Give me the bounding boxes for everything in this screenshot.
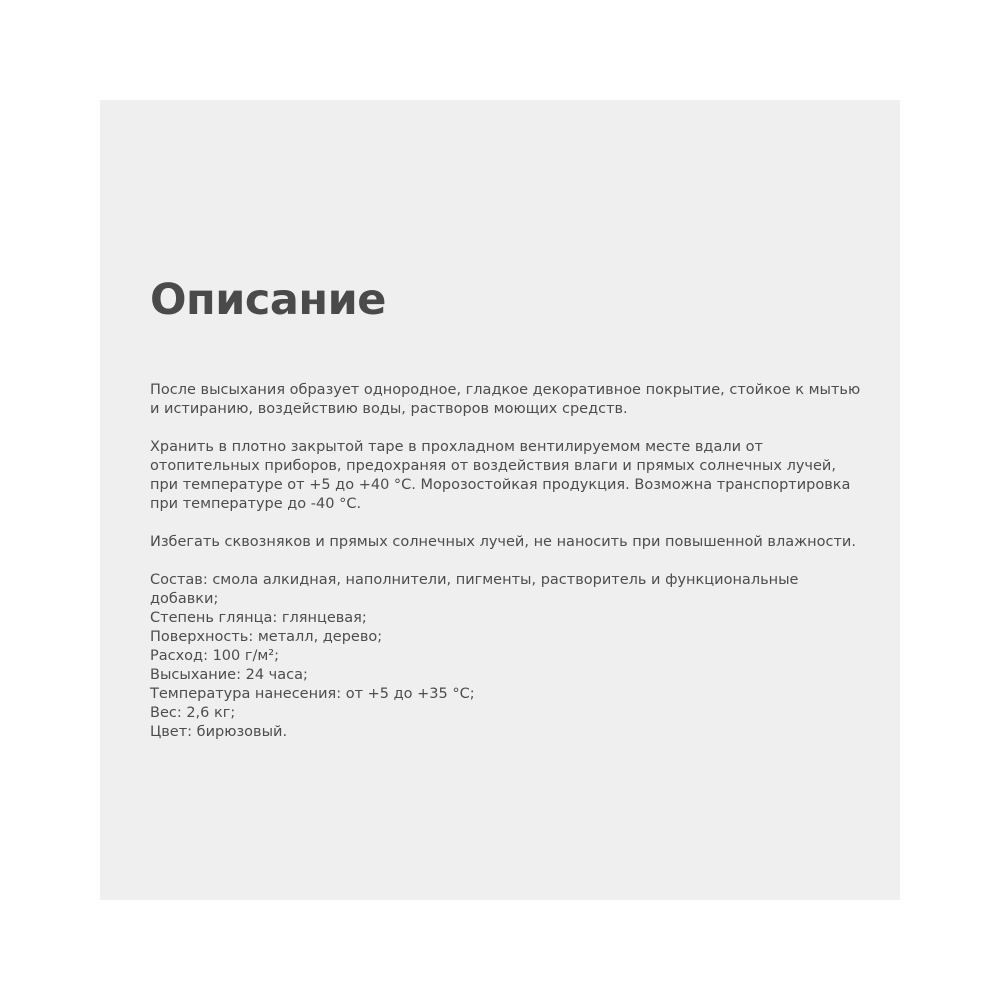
spec-temperature: Температура нанесения: от +5 до +35 °С; bbox=[150, 686, 475, 702]
spec-list bbox=[150, 571, 862, 742]
paragraph-application: Избегать сквозняков и прямых солнечных лучей, не наносить при повышенной влажности. bbox=[150, 534, 856, 550]
spec-weight: Вес: 2,6 кг; bbox=[150, 705, 236, 721]
spec-color: Цвет: бирюзовый. bbox=[150, 724, 288, 740]
description-body bbox=[150, 381, 862, 742]
spec-surface: Поверхность: металл, дерево; bbox=[150, 629, 383, 645]
spec-gloss: Степень глянца: глянцевая; bbox=[150, 610, 367, 626]
page-title: Описание bbox=[150, 275, 386, 325]
paragraph-coating: После высыхания образует однородное, гладкое декоративное покрытие, стойкое к мытью и истиранию, воздействию воды, растворов моющих средств. bbox=[150, 382, 861, 417]
paragraph-storage: Хранить в плотно закрытой таре в прохладном вентилируемом месте вдали от отопительных приборов, предохраняя от воздействия влаги и прямых солнечных лучей, при температуре от +5 до +40 °С. Морозостойкая продукция. Возможна транспортировка при температуре до -40 °С. bbox=[150, 439, 851, 512]
spec-composition: Состав: смола алкидная, наполнители, пигменты, растворитель и функциональные добавки; bbox=[150, 572, 799, 607]
description-card bbox=[100, 100, 900, 900]
spec-drying: Высыхание: 24 часа; bbox=[150, 667, 308, 683]
spec-consumption: Расход: 100 г/м²; bbox=[150, 648, 279, 664]
